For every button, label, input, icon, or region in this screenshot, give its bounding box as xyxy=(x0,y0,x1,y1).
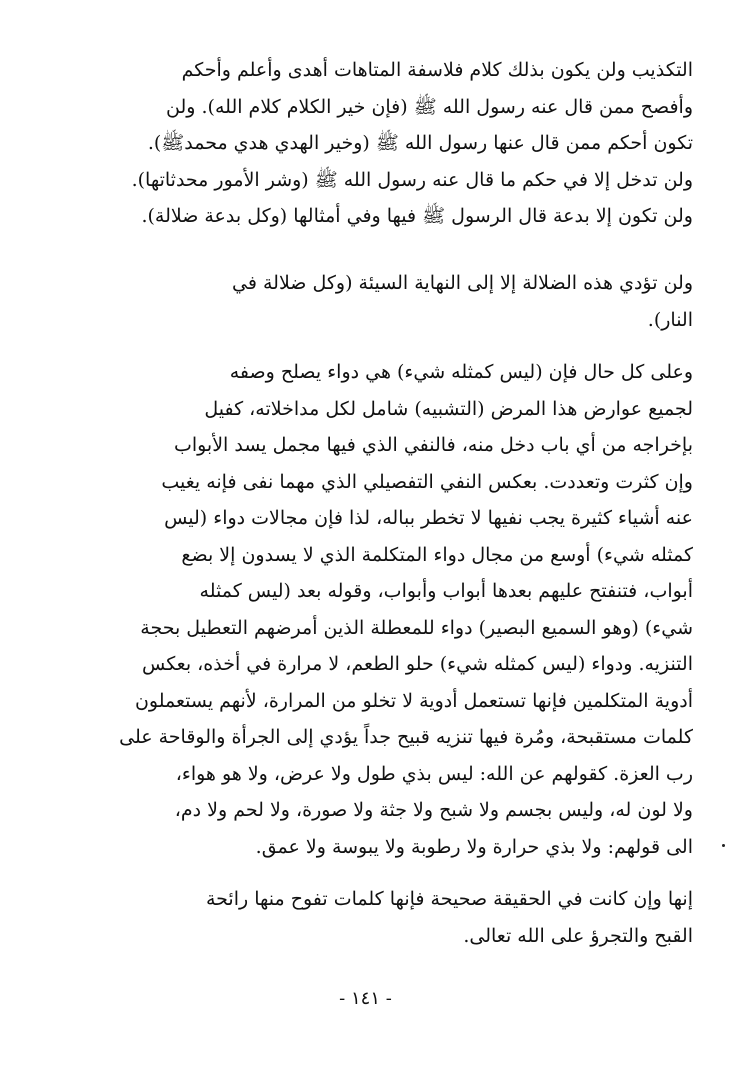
text-line: التكذيب ولن يكون بذلك كلام فلاسفة المتاهات أهدى وأعلم وأحكم xyxy=(181,59,693,81)
text-line: إنها وإن كانت في الحقيقة صحيحة فإنها كلمات تفوح منها رائحة xyxy=(205,888,693,910)
paragraph-1 xyxy=(82,52,693,235)
paragraph-3 xyxy=(82,354,693,865)
text-line: وإن كثرت وتعددت. بعكس النفي التفصيلي الذي مهما نفى فإنه يغيب xyxy=(161,470,693,493)
text-line: لجميع عوارض هذا المرض (التشبيه) شامل لكل مداخلاته، كفيل xyxy=(204,397,693,420)
text-line: تكون أحكم ممن قال عنها رسول الله ﷺ (وخير الهدي هدي محمدﷺ). xyxy=(147,132,693,154)
text-line: الى قولهم: ولا بذي حرارة ولا رطوبة ولا يبوسة ولا عمق. xyxy=(255,835,693,858)
text-line: رب العزة. كقولهم عن الله: ليس بذي طول ولا عرض، ولا هو هواء، xyxy=(175,762,693,785)
text-line: بإخراجه من أي باب دخل منه، فالنفي الذي فيها مجمل يسد الأبواب xyxy=(173,434,693,456)
text-line: أدوية المتكلمين فإنها تستعمل أدوية لا تخلو من المرارة، لأنهم يستعملون xyxy=(134,689,693,712)
page-number: - ١٤١ - xyxy=(339,988,392,1009)
paragraph-4 xyxy=(82,881,693,954)
text-line: كلمات مستقبحة، ومُرة فيها تنزيه قبيح جداً يؤدي إلى الجرأة والوقاحة على xyxy=(119,726,693,748)
text-line: وأفصح ممن قال عنه رسول الله ﷺ (فإن خير الكلام كلام الله). ولن xyxy=(166,95,693,118)
text-line: كمثله شيء) أوسع من مجال دواء المتكلمة الذي لا يسدون إلا بضع xyxy=(181,543,693,566)
margin-mark xyxy=(722,844,725,847)
text-line: ولا لون له، وليس بجسم ولا شبح ولا جثة ولا صورة، ولا لحم ولا دم، xyxy=(174,799,693,821)
text-line: ولن تؤدي هذه الضلالة إلا إلى النهاية السيئة (وكل ضلالة في xyxy=(232,272,693,294)
text-line: ولن تكون إلا بدعة قال الرسول ﷺ فيها وفي أمثالها (وكل بدعة ضلالة). xyxy=(141,205,693,227)
text-line: التنزيه. ودواء (ليس كمثله شيء) حلو الطعم، لا مرارة في أخذه، بعكس xyxy=(141,653,693,675)
text-line: عنه أشياء كثيرة يجب نفيها لا تخطر بباله، لذا فإن مجالات دواء (ليس xyxy=(164,507,693,529)
text-line: شيء) (وهو السميع البصير) دواء للمعطلة الذين أمرضهم التعطيل بحجة xyxy=(140,616,693,639)
paragraph-2 xyxy=(82,265,693,338)
text-line: أبواب، فتنفتح عليهم بعدها أبواب وأبواب، وقوله بعد (ليس كمثله xyxy=(199,580,693,602)
text-line: القبح والتجرؤ على الله تعالى. xyxy=(463,924,693,947)
text-line: ولن تدخل إلا في حكم ما قال عنه رسول الله ﷺ (وشر الأمور محدثاتها). xyxy=(131,168,693,191)
text-line: وعلى كل حال فإن (ليس كمثله شيء) هي دواء يصلح وصفه xyxy=(229,361,693,383)
text-line: النار). xyxy=(647,308,693,331)
